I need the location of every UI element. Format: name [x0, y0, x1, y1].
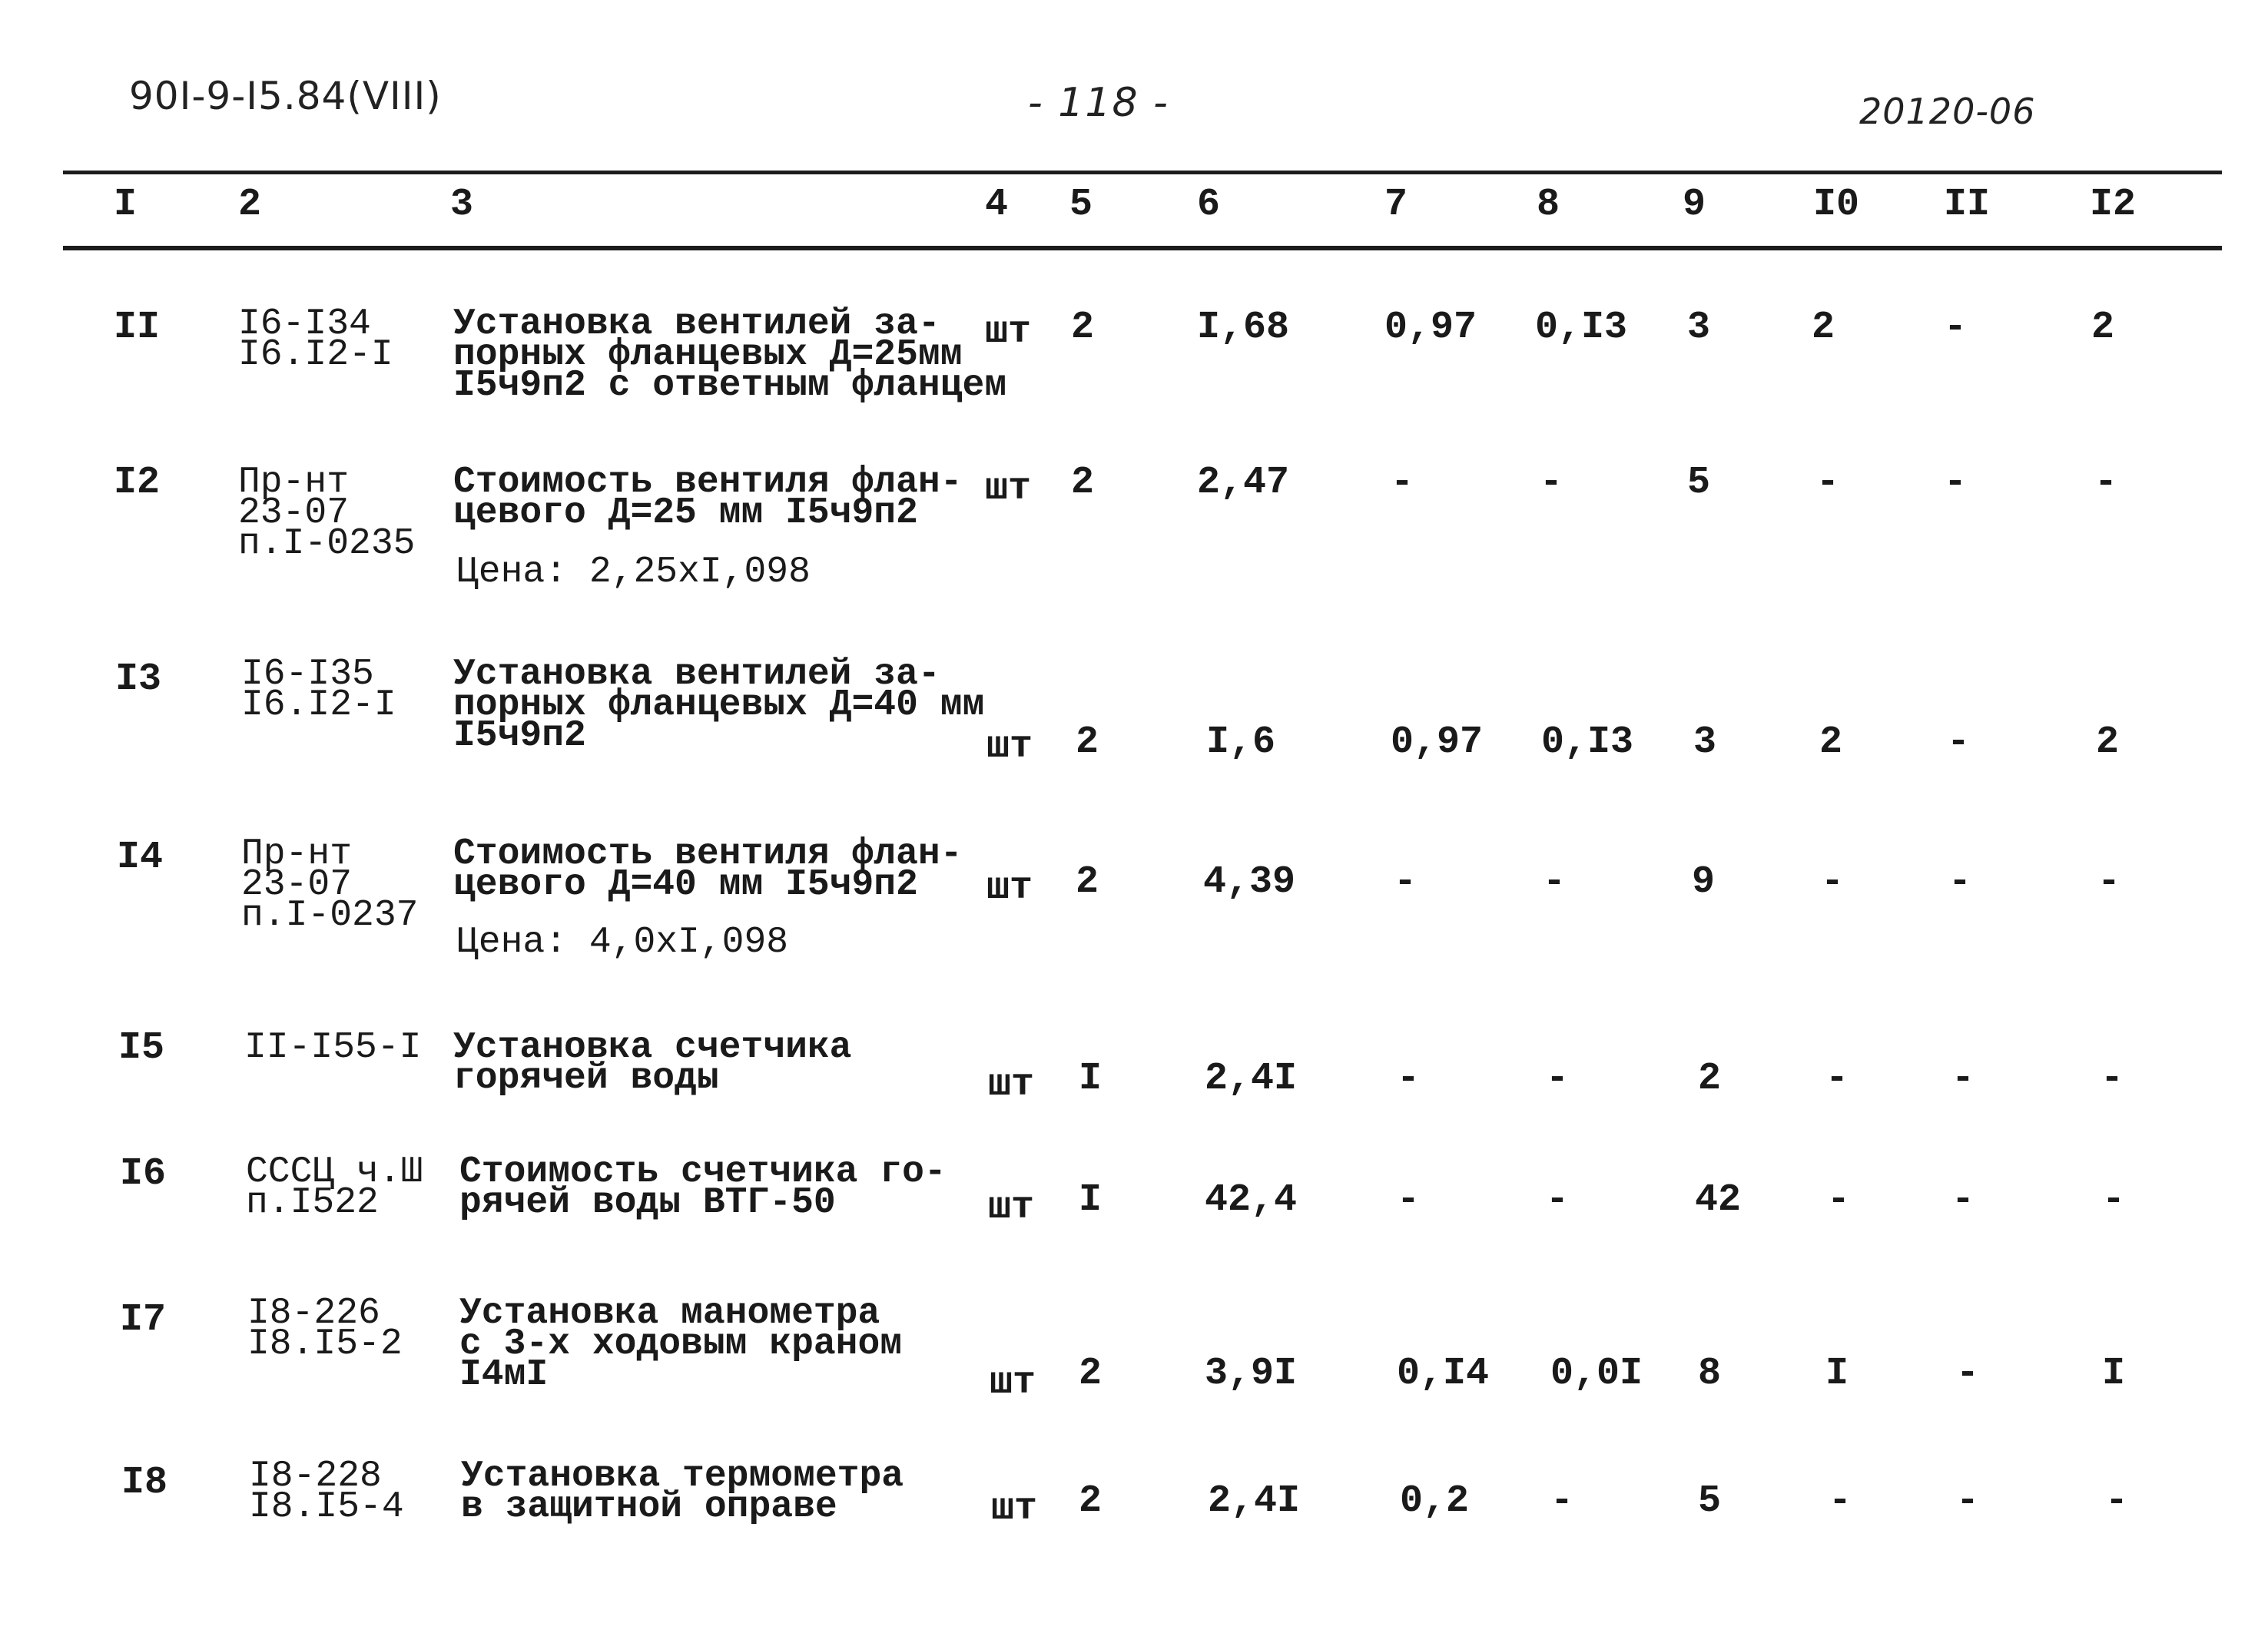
row-number: I2	[114, 461, 161, 505]
row-col12: -	[2101, 1057, 2124, 1101]
row-col9: 3	[1687, 306, 1711, 349]
row-col9: 9	[1692, 860, 1716, 904]
row-code-line: Пр-нт	[238, 462, 350, 503]
row-description-line: Стоимость вентиля флан-	[453, 833, 963, 875]
page-number: - 118 -	[1028, 80, 1169, 126]
row-unit: шт	[988, 1063, 1035, 1107]
row-code-line: п.I-0235	[238, 523, 416, 565]
row-code-line: I6-I34	[238, 303, 371, 345]
row-description-line: Стоимость вентиля флан-	[453, 462, 963, 503]
row-qty: 2	[1079, 1479, 1102, 1523]
row-description-line: с 3-х ходовым краном	[459, 1323, 903, 1365]
row-unit: шт	[985, 310, 1032, 354]
row-col12: -	[2105, 1479, 2129, 1523]
row-code-line: п.I522	[246, 1182, 379, 1224]
column-header-12: I2	[2090, 183, 2137, 227]
row-code	[249, 1456, 404, 1528]
column-header-6: 6	[1197, 183, 1221, 227]
row-col9: 5	[1698, 1479, 1722, 1523]
row-col7: -	[1397, 1057, 1421, 1101]
row-col12: -	[2094, 461, 2118, 505]
table-header-rule	[63, 246, 2222, 250]
row-col8: -	[1546, 1178, 1570, 1222]
row-col12: -	[2097, 860, 2121, 904]
row-description	[453, 1027, 852, 1099]
row-col7: 0,97	[1391, 720, 1484, 764]
row-col8: -	[1550, 1479, 1574, 1523]
row-description-line: Установка счетчика	[453, 1027, 852, 1068]
row-description-line: цевого Д=25 мм I5ч9п2	[453, 492, 918, 534]
row-code-line: II-I55-I	[244, 1027, 422, 1068]
row-col7: 0,I4	[1397, 1352, 1490, 1396]
row-description-line: цевого Д=40 мм I5ч9п2	[453, 864, 918, 906]
row-code-line: I6-I35	[241, 654, 374, 695]
row-description-line: Установка манометра	[459, 1293, 880, 1334]
row-description-line: порных фланцевых Д=40 мм	[453, 684, 985, 726]
row-col9: 3	[1693, 720, 1717, 764]
row-description-line: Установка термометра	[461, 1456, 904, 1497]
row-col10: I	[1825, 1352, 1849, 1396]
column-header-3: 3	[450, 183, 474, 227]
row-col6: I,6	[1206, 720, 1276, 764]
row-description-line: Установка вентилей за-	[453, 654, 940, 695]
column-header-9: 9	[1683, 183, 1706, 227]
row-qty: 2	[1071, 461, 1095, 505]
row-description-line: Стоимость счетчика го-	[459, 1151, 947, 1193]
column-header-2: 2	[238, 183, 262, 227]
row-description-line: I4мI	[459, 1354, 549, 1396]
row-col12: 2	[2096, 720, 2120, 764]
row-unit: шт	[990, 1361, 1036, 1405]
row-col10: -	[1825, 1057, 1849, 1101]
row-col9: 5	[1687, 461, 1711, 505]
column-header-10: I0	[1813, 183, 1860, 227]
row-col11: -	[1956, 1479, 1980, 1523]
row-col10: -	[1829, 1479, 1852, 1523]
row-description	[459, 1151, 947, 1224]
row-code-line: 23-07	[238, 492, 350, 534]
row-number: I4	[117, 836, 164, 879]
row-col10: -	[1821, 860, 1845, 904]
row-col7: -	[1394, 860, 1418, 904]
row-col6: 2,47	[1197, 461, 1290, 505]
row-code-line: п.I-0237	[241, 895, 419, 936]
row-description-line: рячей воды ВТГ-50	[459, 1182, 836, 1224]
row-col11: -	[1951, 1057, 1975, 1101]
row-col8: -	[1546, 1057, 1570, 1101]
row-col7: 0,97	[1384, 306, 1477, 349]
row-col9: 2	[1698, 1057, 1722, 1101]
row-code-line: I8-228	[249, 1456, 382, 1497]
row-price: Цена: 4,0хI,098	[456, 922, 789, 963]
column-header-7: 7	[1384, 183, 1408, 227]
row-description-line: I5ч9п2	[453, 715, 586, 757]
row-col10: -	[1816, 461, 1840, 505]
row-col6: 4,39	[1203, 860, 1296, 904]
row-number: I6	[120, 1152, 167, 1196]
row-code	[244, 1027, 422, 1068]
row-col6: 42,4	[1205, 1178, 1298, 1222]
row-description	[459, 1293, 903, 1396]
row-code-line: СССЦ ч.Ш	[246, 1151, 423, 1193]
row-description	[453, 654, 985, 757]
document-code: 90I-9-I5.84(VIII)	[129, 74, 442, 118]
row-qty: 2	[1079, 1352, 1102, 1396]
row-code	[247, 1293, 403, 1365]
row-col8: 0,0I	[1550, 1352, 1643, 1396]
row-number: II	[114, 306, 161, 349]
column-header-11: II	[1944, 183, 1991, 227]
row-code	[241, 833, 419, 936]
row-code	[238, 462, 416, 565]
row-code	[241, 654, 396, 726]
row-description	[461, 1456, 904, 1528]
column-header-1: I	[114, 183, 138, 227]
row-col6: 3,9I	[1205, 1352, 1298, 1396]
row-code-line: I8.I5-4	[249, 1486, 404, 1528]
row-number: I7	[120, 1298, 167, 1342]
column-header-8: 8	[1537, 183, 1560, 227]
row-unit: шт	[991, 1487, 1038, 1531]
row-number: I8	[121, 1461, 168, 1505]
row-col6: 2,4I	[1208, 1479, 1301, 1523]
row-col12: I	[2102, 1352, 2126, 1396]
row-col11: -	[1948, 860, 1972, 904]
row-col12: -	[2102, 1178, 2126, 1222]
row-col10: -	[1827, 1178, 1851, 1222]
row-col12: 2	[2091, 306, 2115, 349]
row-col7: 0,2	[1400, 1479, 1470, 1523]
row-qty: 2	[1076, 860, 1099, 904]
document-number: 20120-06	[1859, 91, 2036, 132]
row-code-line: Пр-нт	[241, 833, 353, 875]
row-description	[453, 462, 963, 534]
row-col9: 8	[1698, 1352, 1722, 1396]
row-unit: шт	[988, 1186, 1035, 1230]
row-price: Цена: 2,25хI,098	[456, 552, 811, 593]
row-unit: шт	[986, 866, 1033, 910]
row-code-line: I6.I2-I	[241, 684, 396, 726]
row-col6: I,68	[1197, 306, 1290, 349]
row-description-line: в защитной оправе	[461, 1486, 837, 1528]
row-col11: -	[1947, 720, 1971, 764]
row-col11: -	[1944, 461, 1968, 505]
row-code	[238, 303, 393, 376]
row-col7: -	[1391, 461, 1414, 505]
row-code	[246, 1151, 423, 1224]
row-description-line: I5ч9п2 с ответным фланцем	[453, 365, 1007, 406]
row-col11: -	[1944, 306, 1968, 349]
row-number: I3	[115, 658, 162, 701]
row-col8: 0,I3	[1541, 720, 1634, 764]
row-number: I5	[118, 1026, 165, 1070]
table-top-rule	[63, 171, 2222, 174]
row-col8: -	[1543, 860, 1567, 904]
row-col6: 2,4I	[1205, 1057, 1298, 1101]
row-col9: 42	[1695, 1178, 1742, 1222]
row-col10: 2	[1812, 306, 1835, 349]
row-description-line: Установка вентилей за-	[453, 303, 940, 345]
row-description	[453, 303, 1007, 406]
row-col11: -	[1956, 1352, 1980, 1396]
row-code-line: I8-226	[247, 1293, 380, 1334]
row-unit: шт	[985, 467, 1032, 511]
row-code-line: I8.I5-2	[247, 1323, 403, 1365]
column-header-5: 5	[1069, 183, 1093, 227]
row-col8: -	[1540, 461, 1563, 505]
row-description-line: горячей воды	[453, 1058, 719, 1099]
row-code-line: 23-07	[241, 864, 353, 906]
row-qty: I	[1079, 1057, 1102, 1101]
row-col8: 0,I3	[1535, 306, 1628, 349]
row-col10: 2	[1819, 720, 1843, 764]
row-qty: I	[1079, 1178, 1102, 1222]
row-unit: шт	[986, 725, 1033, 769]
row-description-line: порных фланцевых Д=25мм	[453, 334, 963, 376]
row-qty: 2	[1071, 306, 1095, 349]
row-col7: -	[1397, 1178, 1421, 1222]
row-qty: 2	[1076, 720, 1099, 764]
row-code-line: I6.I2-I	[238, 334, 393, 376]
row-description	[453, 833, 963, 906]
column-header-4: 4	[985, 183, 1009, 227]
row-col11: -	[1951, 1178, 1975, 1222]
